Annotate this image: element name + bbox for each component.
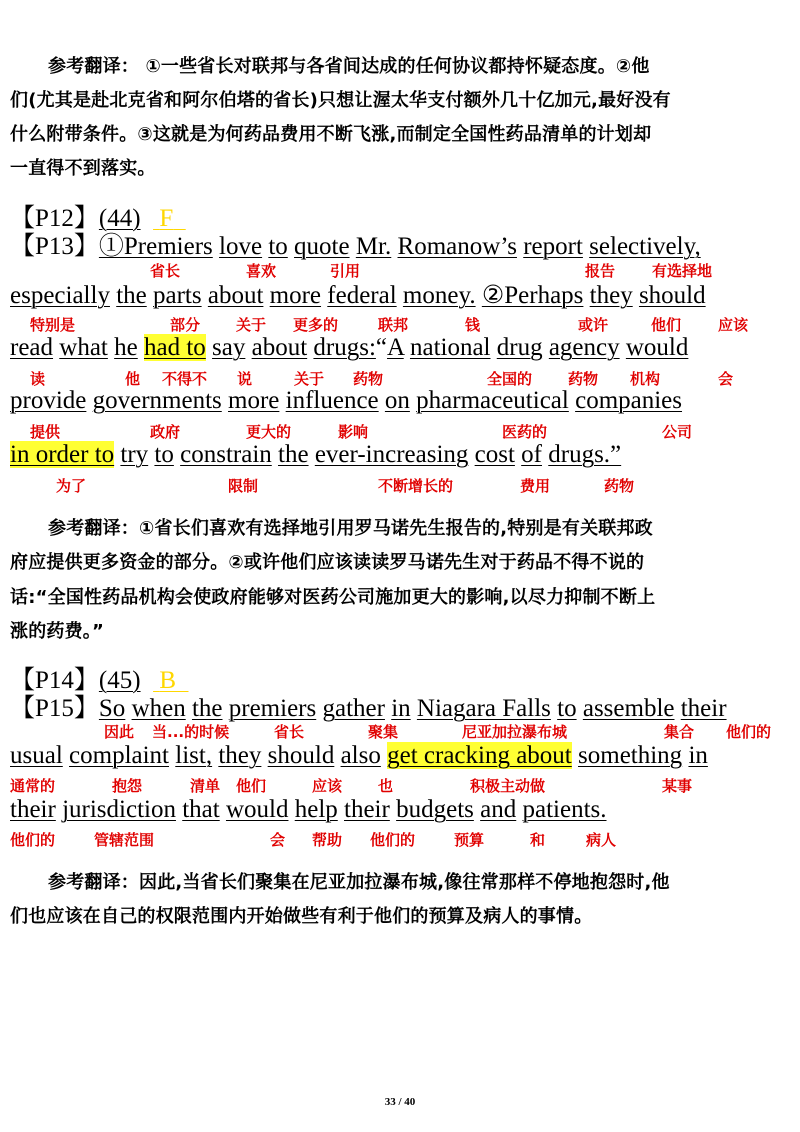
word: So bbox=[98, 695, 126, 722]
word: assemble bbox=[582, 695, 675, 722]
p14-label: 【P14】 bbox=[10, 667, 99, 694]
word: their bbox=[10, 796, 56, 823]
gloss: 省长 bbox=[274, 723, 305, 741]
gloss: 应该 bbox=[312, 777, 343, 795]
word: and bbox=[480, 796, 517, 823]
gloss: 他们的 bbox=[10, 831, 56, 849]
translation-3-line-2: 们也应该在自己的权限范围内开始做些有利于他们的预算及病人的事情。 bbox=[10, 906, 593, 927]
gloss: 当...的时候 bbox=[152, 723, 230, 741]
word: their bbox=[680, 695, 727, 722]
highlighted-phrase: had to bbox=[144, 334, 206, 361]
gloss: 特别是 bbox=[30, 316, 76, 334]
word: what bbox=[59, 334, 108, 361]
gloss: 和 bbox=[530, 831, 546, 849]
word: drug bbox=[496, 334, 543, 361]
word: should bbox=[638, 282, 706, 309]
word: Niagara Falls bbox=[416, 695, 551, 722]
gloss: 医药的 bbox=[502, 423, 548, 441]
word: about bbox=[207, 282, 264, 309]
gloss: 更多的 bbox=[293, 316, 339, 334]
gloss: 因此 bbox=[104, 723, 135, 741]
word: more bbox=[269, 282, 322, 309]
p15-label: 【P15】 bbox=[10, 695, 99, 722]
translation-2-line-2: 府应提供更多资金的部分。②或许他们应该读读罗马诺先生对于药品不得不说的 bbox=[10, 552, 645, 573]
p13-line-3 bbox=[10, 334, 688, 362]
gloss: 管辖范围 bbox=[94, 831, 155, 849]
word: complaint bbox=[69, 742, 170, 769]
p15-line-3 bbox=[10, 796, 607, 824]
word: quote bbox=[294, 233, 350, 260]
word: premiers bbox=[228, 695, 317, 722]
word: governments bbox=[92, 387, 222, 414]
gloss: 药物 bbox=[568, 370, 599, 388]
gloss: 积极主动做 bbox=[470, 777, 546, 795]
word: when bbox=[131, 695, 186, 722]
word: especially bbox=[10, 282, 110, 309]
gloss: 会 bbox=[718, 370, 734, 388]
p13-line-4 bbox=[10, 387, 682, 415]
gloss: 提供 bbox=[30, 423, 61, 441]
gloss: 全国的 bbox=[487, 370, 533, 388]
gloss: 有选择地 bbox=[652, 262, 713, 280]
word: that bbox=[182, 796, 220, 823]
gloss: 抱怨 bbox=[112, 777, 143, 795]
p14-answer: B bbox=[159, 667, 176, 694]
gloss: 部分 bbox=[170, 316, 201, 334]
quote-mark: “ bbox=[375, 334, 388, 361]
word: patients. bbox=[522, 796, 607, 823]
translation-1-line-4: 一直得不到落实。 bbox=[10, 158, 156, 179]
word: usual bbox=[10, 742, 63, 769]
p15-line-1 bbox=[10, 688, 727, 724]
word: they bbox=[589, 282, 633, 309]
word: would bbox=[625, 334, 689, 361]
word: ②Perhaps bbox=[481, 282, 584, 309]
translation-3-line-1: 参考翻译：因此,当省长们聚集在尼亚加拉瀑布城,像往常那样不停地抱怨时,他 bbox=[48, 872, 670, 893]
word: ①Premiers bbox=[98, 233, 213, 260]
p13-label: 【P13】 bbox=[10, 233, 99, 260]
word: A bbox=[387, 334, 404, 361]
word: he bbox=[114, 334, 138, 361]
gloss: 他们的 bbox=[370, 831, 416, 849]
gloss: 病人 bbox=[586, 831, 617, 849]
page-separator: / bbox=[398, 1096, 402, 1108]
word: budgets bbox=[396, 796, 474, 823]
gloss: 关于 bbox=[294, 370, 325, 388]
gloss: 帮助 bbox=[312, 831, 343, 849]
word: drugs: bbox=[313, 334, 376, 361]
current-page: 33 bbox=[384, 1096, 396, 1108]
word: the bbox=[191, 695, 223, 722]
word: influence bbox=[285, 387, 379, 414]
gloss: 更大的 bbox=[246, 423, 292, 441]
gloss: 他们 bbox=[651, 316, 682, 334]
word: to bbox=[154, 441, 174, 468]
gloss: 钱 bbox=[465, 316, 481, 334]
word: on bbox=[384, 387, 410, 414]
word: more bbox=[228, 387, 280, 414]
gloss: 集合 bbox=[664, 723, 695, 741]
word: jurisdiction bbox=[62, 796, 176, 823]
page-number bbox=[0, 1096, 800, 1108]
translation-2-line-4: 涨的药费。” bbox=[10, 621, 105, 642]
word: companies bbox=[575, 387, 683, 414]
gloss: 说 bbox=[237, 370, 253, 388]
gloss: 为了 bbox=[56, 477, 87, 495]
gloss: 政府 bbox=[150, 423, 181, 441]
gloss: 关于 bbox=[236, 316, 267, 334]
gloss: 应该 bbox=[718, 316, 749, 334]
p13-line-1 bbox=[10, 226, 701, 262]
gloss: 机构 bbox=[630, 370, 661, 388]
gloss: 影响 bbox=[338, 423, 369, 441]
word: report bbox=[523, 233, 583, 260]
translation-1-line-3: 什么附带条件。③这就是为何药品费用不断飞涨,而制定全国性药品清单的计划却 bbox=[10, 124, 652, 145]
word: also bbox=[340, 742, 381, 769]
word: try bbox=[120, 441, 149, 468]
gloss: 报告 bbox=[585, 262, 616, 280]
gloss: 某事 bbox=[662, 777, 693, 795]
gloss: 也 bbox=[378, 777, 394, 795]
gloss: 聚集 bbox=[368, 723, 399, 741]
gloss: 不得不 bbox=[162, 370, 208, 388]
gloss: 引用 bbox=[330, 262, 361, 280]
gloss: 他 bbox=[125, 370, 141, 388]
word: Romanow’s bbox=[397, 233, 517, 260]
gloss: 公司 bbox=[662, 423, 693, 441]
total-pages: 40 bbox=[404, 1096, 416, 1108]
gloss: 他们的 bbox=[726, 723, 772, 741]
gloss: 或许 bbox=[578, 316, 609, 334]
word: in bbox=[391, 695, 411, 722]
word: their bbox=[344, 796, 390, 823]
translation-2-line-1: 参考翻译：①省长们喜欢有选择地引用罗马诺先生报告的,特别是有关联邦政 bbox=[48, 518, 653, 539]
word: constrain bbox=[180, 441, 272, 468]
word: national bbox=[409, 334, 491, 361]
word: pharmaceutical bbox=[416, 387, 569, 414]
word: parts bbox=[153, 282, 202, 309]
gloss: 会 bbox=[270, 831, 286, 849]
word: the bbox=[116, 282, 147, 309]
translation-2-line-3: 话:“全国性药品机构会使政府能够对医药公司施加更大的影响,以尽力抑制不断上 bbox=[10, 587, 656, 608]
p12-question-number: (44) bbox=[98, 205, 141, 232]
p14-question-number: (45) bbox=[98, 667, 141, 694]
word: in bbox=[688, 742, 708, 769]
word: of bbox=[521, 441, 542, 468]
translation-1-line-1: 参考翻译： ①一些省长对联邦与各省间达成的任何协议都持怀疑态度。②他 bbox=[48, 56, 650, 77]
gloss: 省长 bbox=[150, 262, 181, 280]
word: should bbox=[267, 742, 335, 769]
word: money. bbox=[402, 282, 476, 309]
word: provide bbox=[10, 387, 87, 414]
gloss: 限制 bbox=[228, 477, 259, 495]
word: selectively, bbox=[589, 233, 701, 260]
word: ever-increasing bbox=[314, 441, 469, 468]
word: say bbox=[212, 334, 246, 361]
word: the bbox=[278, 441, 309, 468]
gloss: 清单 bbox=[190, 777, 221, 795]
word: gather bbox=[322, 695, 385, 722]
gloss: 通常的 bbox=[10, 777, 56, 795]
gloss: 预算 bbox=[454, 831, 485, 849]
word: help bbox=[294, 796, 338, 823]
gloss: 药物 bbox=[353, 370, 384, 388]
p13-line-5 bbox=[10, 441, 621, 469]
word: agency bbox=[548, 334, 620, 361]
word: to bbox=[268, 233, 288, 260]
p12-label: 【P12】 bbox=[10, 205, 99, 232]
highlighted-phrase: in order to bbox=[10, 441, 115, 468]
word: read bbox=[10, 334, 54, 361]
gloss: 他们 bbox=[236, 777, 267, 795]
word: love bbox=[219, 233, 263, 260]
gloss: 不断增长的 bbox=[378, 477, 454, 495]
gloss: 喜欢 bbox=[246, 262, 277, 280]
p12-answer: F bbox=[159, 205, 174, 232]
translation-1-line-2: 们(尤其是赴北克省和阿尔伯塔的省长)只想让渥太华支付额外几十亿加元,最好没有 bbox=[10, 90, 671, 111]
word: about bbox=[251, 334, 308, 361]
gloss: 读 bbox=[30, 370, 46, 388]
gloss: 药物 bbox=[604, 477, 635, 495]
highlighted-phrase: get cracking about bbox=[387, 742, 572, 769]
word: cost bbox=[474, 441, 515, 468]
word: list, bbox=[175, 742, 213, 769]
gloss: 尼亚加拉瀑布城 bbox=[462, 723, 568, 741]
gloss: 联邦 bbox=[378, 316, 409, 334]
p15-line-2 bbox=[10, 742, 708, 770]
word: drugs.” bbox=[548, 441, 622, 468]
word: to bbox=[557, 695, 577, 722]
p13-line-2 bbox=[10, 280, 706, 310]
word: they bbox=[218, 742, 262, 769]
gloss: 费用 bbox=[520, 477, 551, 495]
word: something bbox=[578, 742, 683, 769]
word: would bbox=[225, 796, 289, 823]
word: Mr. bbox=[355, 233, 392, 260]
word: federal bbox=[327, 282, 397, 309]
